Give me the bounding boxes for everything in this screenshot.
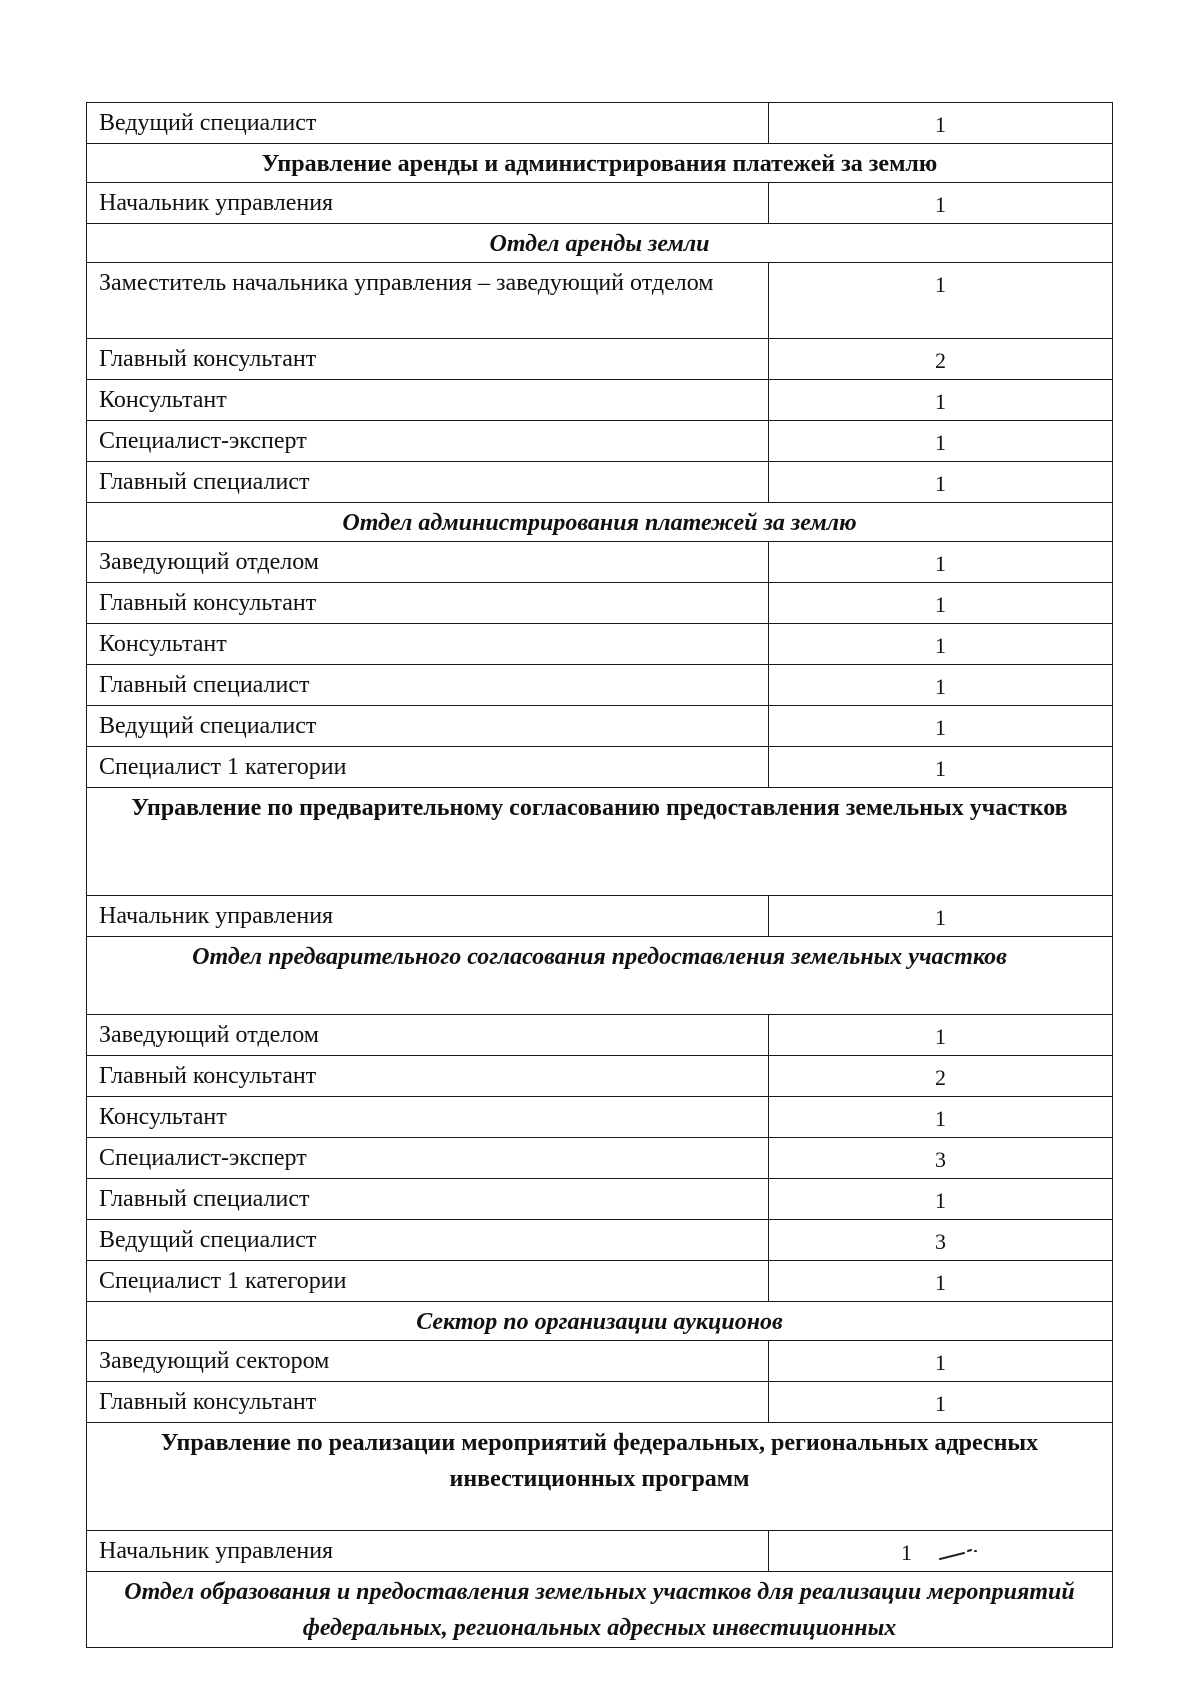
section-row (87, 1572, 1113, 1648)
position-name: Главный консультант (87, 1382, 769, 1423)
position-count: 1 (769, 1015, 1113, 1056)
position-count: 1 (769, 380, 1113, 421)
position-count: 2 (769, 1056, 1113, 1097)
table-row (87, 339, 1113, 380)
position-count: 1 (769, 665, 1113, 706)
position-name: Начальник управления (87, 896, 769, 937)
table-row (87, 665, 1113, 706)
section-row (87, 1302, 1113, 1341)
department-row (87, 788, 1113, 896)
position-name: Главный специалист (87, 665, 769, 706)
table-row (87, 1220, 1113, 1261)
position-count: 1 (769, 263, 1113, 339)
table-row (87, 1015, 1113, 1056)
table-row (87, 1056, 1113, 1097)
position-name: Консультант (87, 380, 769, 421)
position-count: 1 (769, 896, 1113, 937)
table-row (87, 263, 1113, 339)
position-name: Главный консультант (87, 583, 769, 624)
table-row (87, 542, 1113, 583)
department-title: Управление аренды и администрирования платежей за землю (87, 144, 1113, 183)
table-row (87, 747, 1113, 788)
position-count: 1 (769, 706, 1113, 747)
position-name: Специалист-эксперт (87, 1138, 769, 1179)
section-row (87, 503, 1113, 542)
section-title: Отдел администрирования платежей за землю (87, 503, 1113, 542)
table-row (87, 1382, 1113, 1423)
position-name: Главный специалист (87, 1179, 769, 1220)
signature-mark-icon (938, 1549, 980, 1561)
position-name: Главный консультант (87, 339, 769, 380)
position-count: 1 (769, 421, 1113, 462)
section-row (87, 224, 1113, 263)
position-count: 1 (769, 1097, 1113, 1138)
department-row (87, 1423, 1113, 1531)
staff-table (86, 102, 1113, 1648)
table-row (87, 421, 1113, 462)
position-name: Заместитель начальника управления – заведующий отделом (87, 263, 769, 339)
table-row (87, 1531, 1113, 1572)
position-name: Специалист 1 категории (87, 1261, 769, 1302)
position-count: 1 (769, 183, 1113, 224)
department-title: Управление по предварительному согласованию предоставления земельных участков (87, 788, 1113, 896)
table-row (87, 183, 1113, 224)
section-title: Сектор по организации аукционов (87, 1302, 1113, 1341)
department-title: Управление по реализации мероприятий федеральных, региональных адресных инвестиционных программ (87, 1423, 1113, 1531)
section-row (87, 937, 1113, 1015)
position-name: Начальник управления (87, 1531, 769, 1572)
position-count: 1 (769, 1341, 1113, 1382)
position-name: Главный консультант (87, 1056, 769, 1097)
table-row (87, 896, 1113, 937)
position-count: 1 (769, 1261, 1113, 1302)
position-name: Ведущий специалист (87, 706, 769, 747)
position-name: Ведущий специалист (87, 103, 769, 144)
section-title: Отдел образования и предоставления земельных участков для реализации мероприятий федеральных, региональных адресных инвестиционных (87, 1572, 1113, 1648)
position-count: 1 (769, 624, 1113, 665)
table-row (87, 706, 1113, 747)
position-count (769, 1531, 1113, 1572)
position-name: Специалист-эксперт (87, 421, 769, 462)
table-row (87, 1179, 1113, 1220)
position-count-value: 1 (901, 1540, 912, 1565)
position-name: Ведущий специалист (87, 1220, 769, 1261)
table-row (87, 624, 1113, 665)
table-row (87, 1097, 1113, 1138)
position-name: Заведующий сектором (87, 1341, 769, 1382)
position-count: 3 (769, 1138, 1113, 1179)
table-row (87, 1261, 1113, 1302)
position-count: 1 (769, 1179, 1113, 1220)
position-count: 1 (769, 747, 1113, 788)
section-title: Отдел предварительного согласования предоставления земельных участков (87, 937, 1113, 1015)
position-name: Главный специалист (87, 462, 769, 503)
table-row (87, 380, 1113, 421)
position-count: 1 (769, 542, 1113, 583)
position-count: 1 (769, 103, 1113, 144)
table-row (87, 583, 1113, 624)
position-count: 1 (769, 583, 1113, 624)
position-name: Начальник управления (87, 183, 769, 224)
position-name: Консультант (87, 624, 769, 665)
section-title: Отдел аренды земли (87, 224, 1113, 263)
position-count: 1 (769, 1382, 1113, 1423)
table-row (87, 462, 1113, 503)
position-name: Заведующий отделом (87, 1015, 769, 1056)
position-count: 2 (769, 339, 1113, 380)
position-name: Заведующий отделом (87, 542, 769, 583)
table-row (87, 1341, 1113, 1382)
position-name: Специалист 1 категории (87, 747, 769, 788)
position-count: 1 (769, 462, 1113, 503)
table-row (87, 103, 1113, 144)
position-name: Консультант (87, 1097, 769, 1138)
position-count: 3 (769, 1220, 1113, 1261)
department-row (87, 144, 1113, 183)
table-row (87, 1138, 1113, 1179)
